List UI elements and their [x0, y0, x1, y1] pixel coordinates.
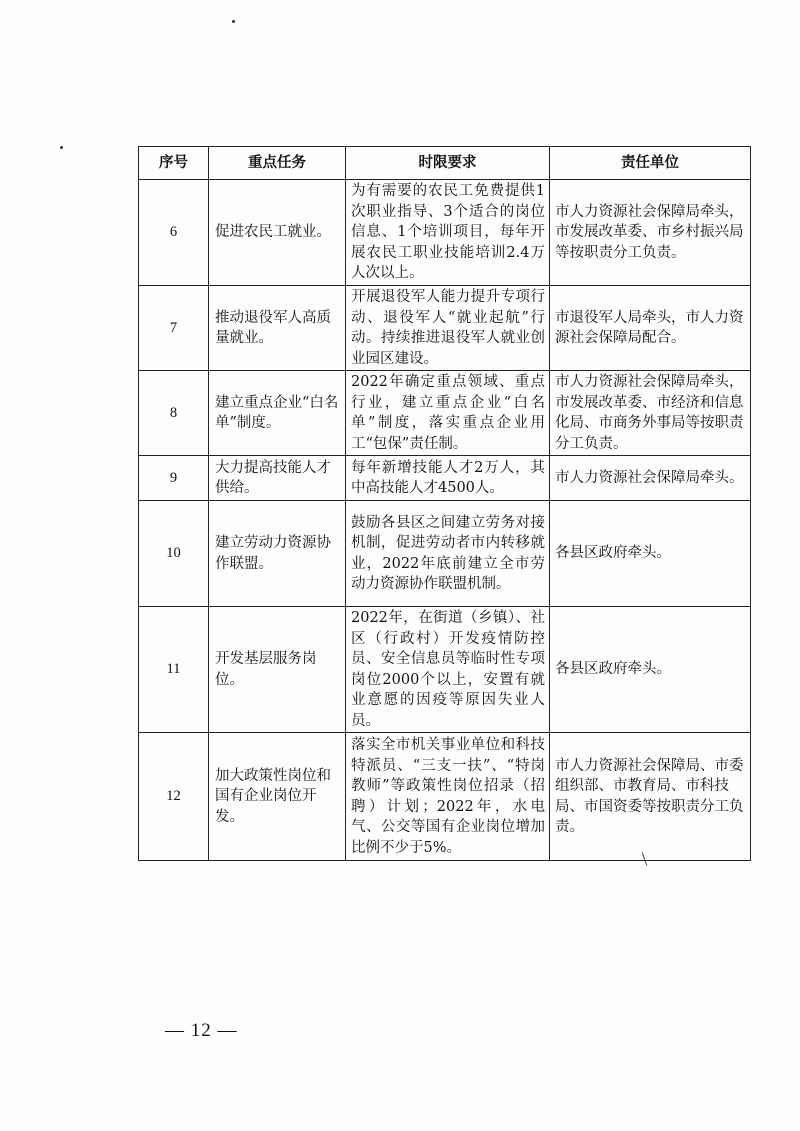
table-header-row — [139, 147, 751, 180]
task-cell: 建立劳动力资源协作联盟。 — [209, 501, 346, 607]
key-tasks-table — [138, 146, 751, 861]
responsible-unit-cell: 市人力资源社会保障局牵头，市发展改革委、市乡村振兴局等按职责分工负责。 — [550, 180, 751, 286]
table-row — [139, 607, 751, 733]
time-requirement-cell: 2022年，在街道（乡镇）、社区（行政村）开发疫情防控员、安全信息员等临时性专项岗位2000个以上，安置有就业意愿的因疫等原因失业人员。 — [346, 607, 550, 733]
task-cell: 加大政策性岗位和国有企业岗位开发。 — [209, 733, 346, 861]
row-number: 9 — [139, 456, 209, 501]
table-row — [139, 456, 751, 501]
responsible-unit-cell: 市人力资源社会保障局、市委组织部、市教育局、市科技局、市国资委等按职责分工负责。 — [550, 733, 751, 861]
time-requirement-cell: 鼓励各县区之间建立劳务对接机制，促进劳动者市内转移就业，2022年底前建立全市劳动力资源协作联盟机制。 — [346, 501, 550, 607]
row-number: 8 — [139, 371, 209, 456]
row-number: 6 — [139, 180, 209, 286]
time-requirement-cell: 落实全市机关事业单位和科技特派员、“三支一扶”、“特岗教师”等政策性岗位招录（招聘）计划；2022年，水电气、公交等国有企业岗位增加比例不少于5%。 — [346, 733, 550, 861]
responsible-unit-cell: 市人力资源社会保障局牵头，市发展改革委、市经济和信息化局、市商务外事局等按职责分工负责。 — [550, 371, 751, 456]
scan-speck — [60, 146, 63, 149]
responsible-unit-cell: 市人力资源社会保障局牵头。 — [550, 456, 751, 501]
task-cell: 建立重点企业“白名单”制度。 — [209, 371, 346, 456]
table-row — [139, 501, 751, 607]
task-cell: 促进农民工就业。 — [209, 180, 346, 286]
row-number: 10 — [139, 501, 209, 607]
scan-speck — [232, 20, 235, 23]
header-unit: 责任单位 — [550, 147, 751, 180]
header-task: 重点任务 — [209, 147, 346, 180]
time-requirement-cell: 每年新增技能人才2万人，其中高技能人才4500人。 — [346, 456, 550, 501]
row-number: 11 — [139, 607, 209, 733]
page-number: — 12 — — [165, 1020, 238, 1041]
time-requirement-cell: 开展退役军人能力提升专项行动、退役军人“就业起航”行动。持续推进退役军人就业创业园区建设。 — [346, 286, 550, 371]
responsible-unit-cell: 各县区政府牵头。 — [550, 501, 751, 607]
responsible-unit-cell: 各县区政府牵头。 — [550, 607, 751, 733]
row-number: 7 — [139, 286, 209, 371]
task-cell: 推动退役军人高质量就业。 — [209, 286, 346, 371]
table-row — [139, 371, 751, 456]
time-requirement-cell: 2022年确定重点领域、重点行业，建立重点企业“白名单”制度，落实重点企业用工“包保”责任制。 — [346, 371, 550, 456]
responsible-unit-cell: 市退役军人局牵头，市人力资源社会保障局配合。 — [550, 286, 751, 371]
task-cell: 开发基层服务岗位。 — [209, 607, 346, 733]
time-requirement-cell: 为有需要的农民工免费提供1次职业指导、3个适合的岗位信息、1个培训项目，每年开展农民工职业技能培训2.4万人次以上。 — [346, 180, 550, 286]
table-row — [139, 286, 751, 371]
header-time: 时限要求 — [346, 147, 550, 180]
task-cell: 大力提高技能人才供给。 — [209, 456, 346, 501]
table-row — [139, 180, 751, 286]
header-no: 序号 — [139, 147, 209, 180]
row-number: 12 — [139, 733, 209, 861]
table-row — [139, 733, 751, 861]
